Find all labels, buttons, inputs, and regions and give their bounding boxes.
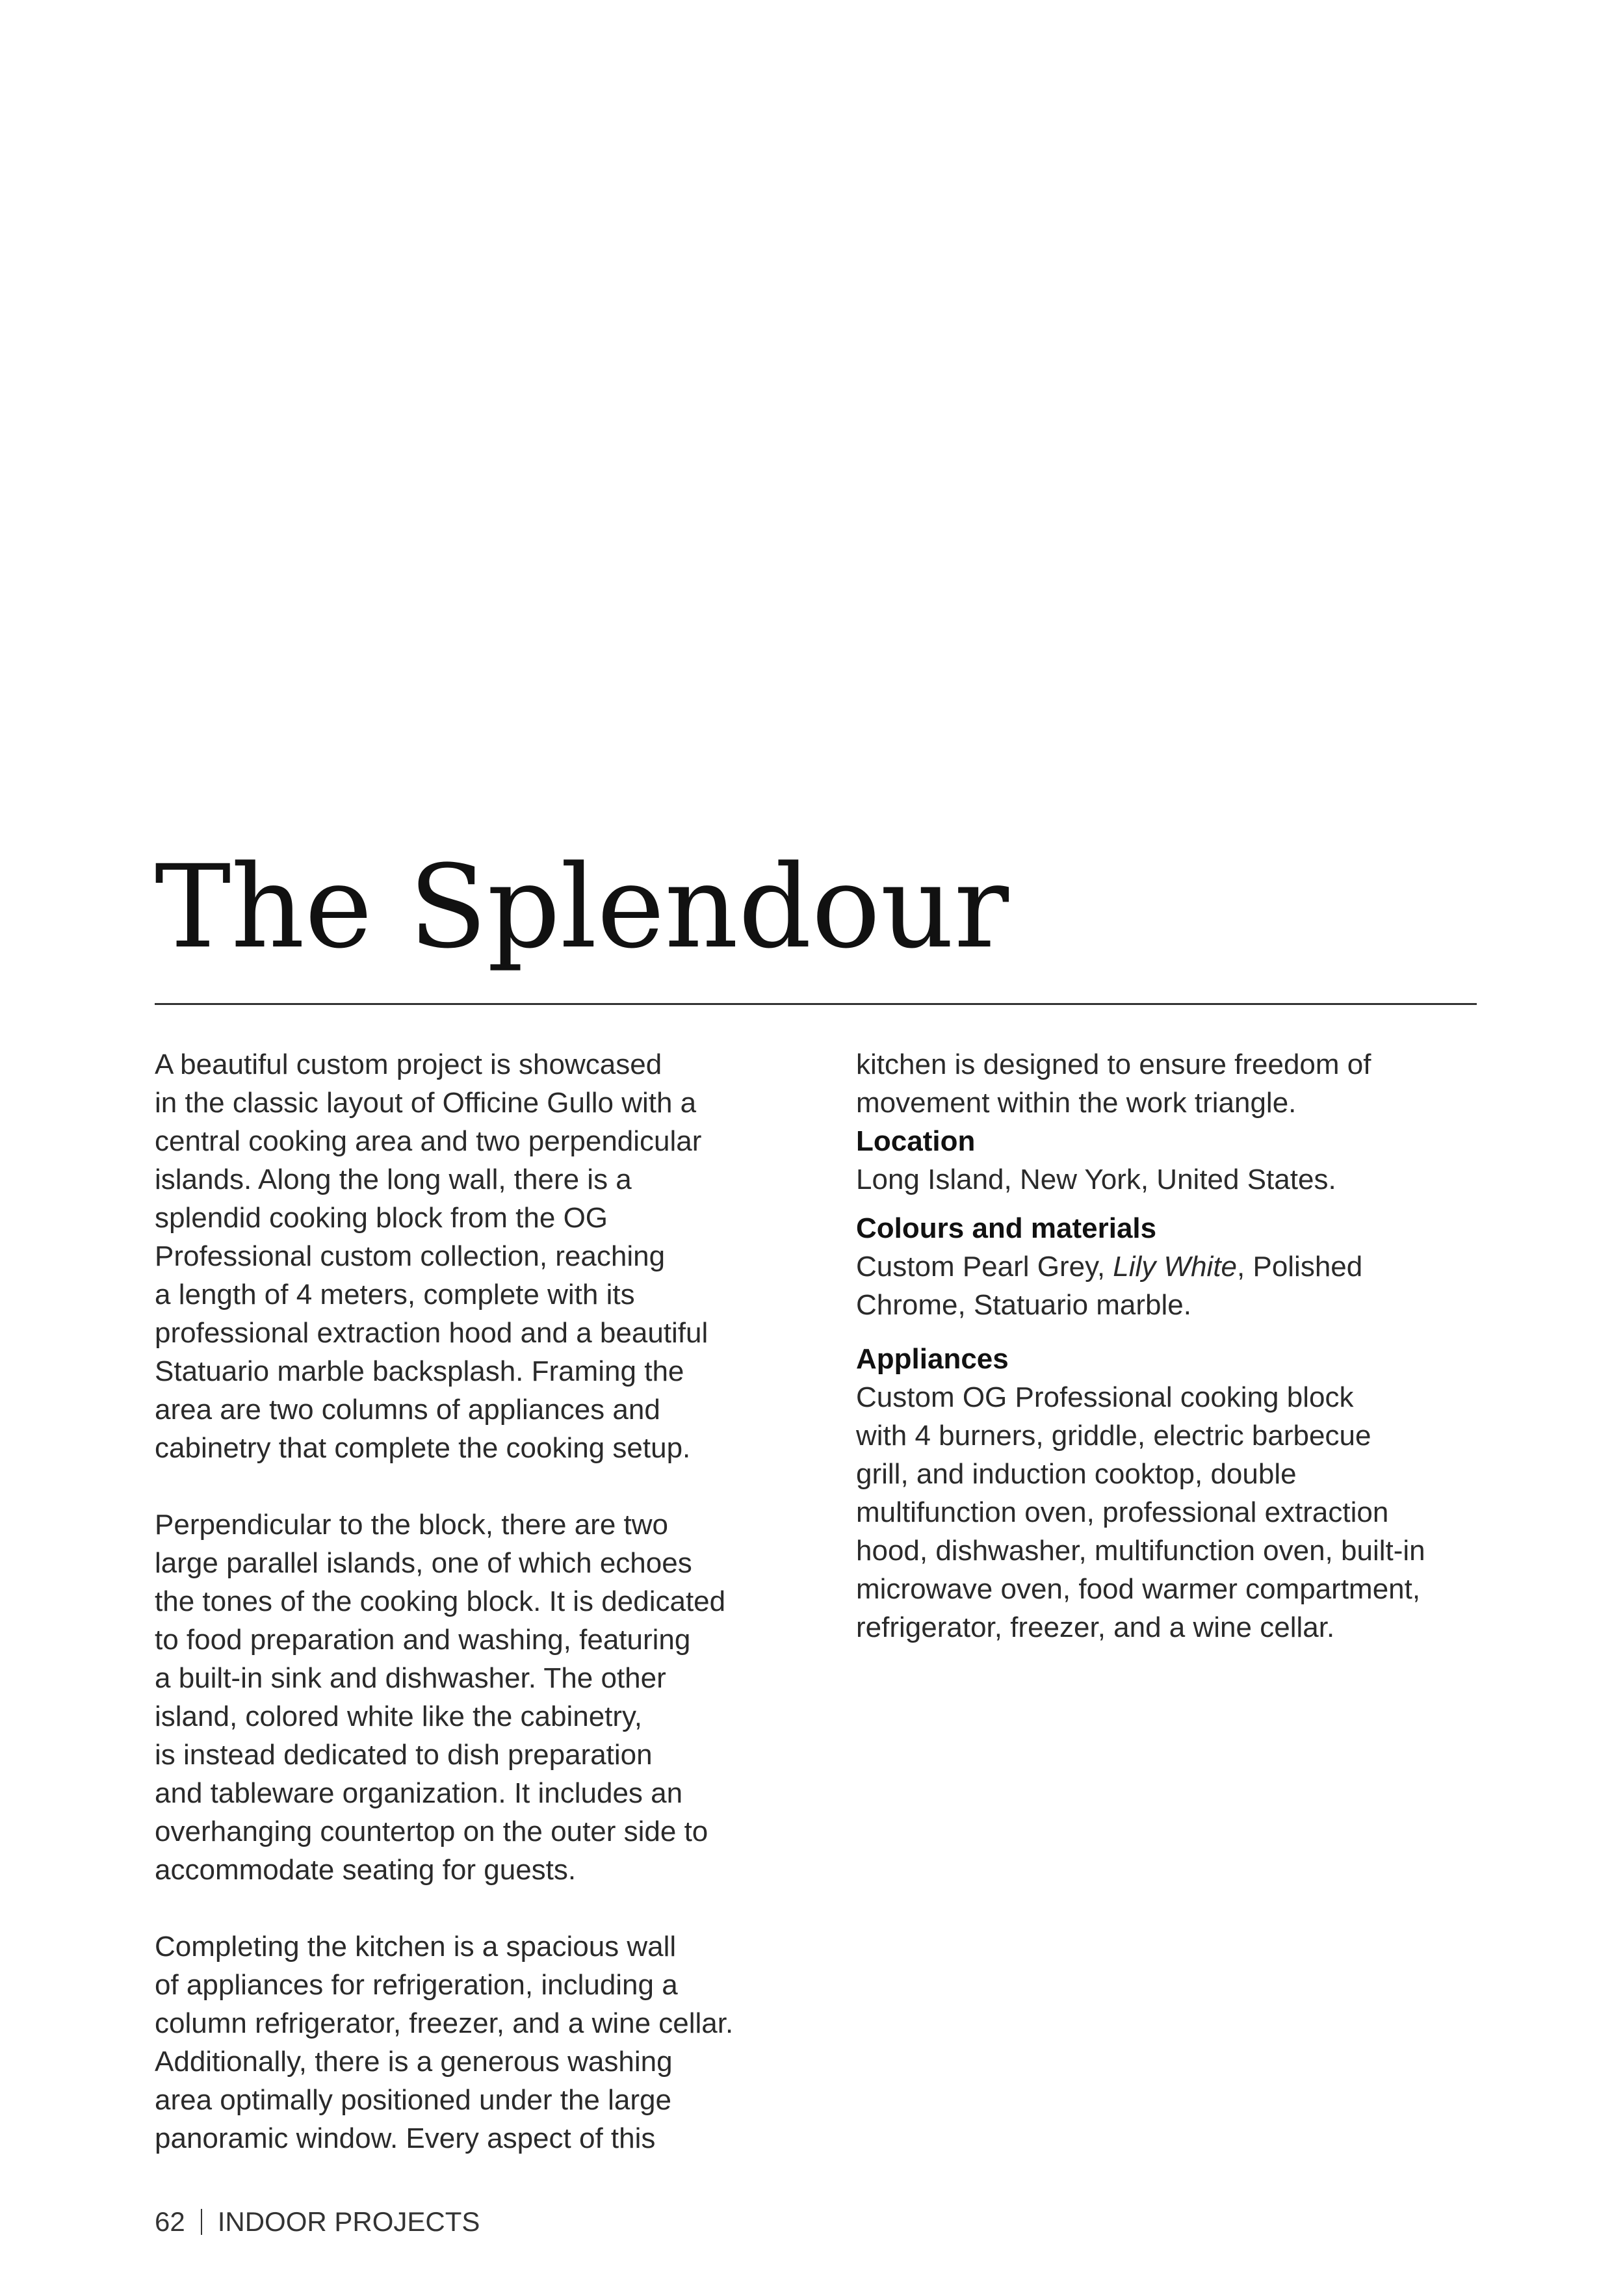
text-line: area are two columns of appliances and xyxy=(155,1394,660,1426)
text-line: Completing the kitchen is a spacious wall xyxy=(155,1931,677,1963)
title-divider xyxy=(155,1003,1477,1005)
text-line: movement within the work triangle. xyxy=(856,1087,1297,1119)
right-text-column xyxy=(856,1045,1506,1647)
appliances-section xyxy=(856,1340,1506,1647)
appliances-heading: Appliances xyxy=(856,1343,1009,1375)
text-line: large parallel islands, one of which echoes xyxy=(155,1547,692,1579)
text-line: Additionally, there is a generous washing xyxy=(155,2046,673,2078)
text-line: kitchen is designed to ensure freedom of xyxy=(856,1049,1371,1080)
text-line: refrigerator, freezer, and a wine cellar. xyxy=(856,1611,1335,1643)
colours-value-line-2: Chrome, Statuario marble. xyxy=(856,1289,1191,1321)
text-line: Professional custom collection, reaching xyxy=(155,1240,666,1272)
text-line: area optimally positioned under the large xyxy=(155,2084,671,2116)
text-line: panoramic window. Every aspect of this xyxy=(155,2122,656,2154)
text-line: overhanging countertop on the outer side to xyxy=(155,1816,708,1847)
page-footer xyxy=(155,2205,480,2239)
text-line: grill, and induction cooktop, double xyxy=(856,1458,1297,1490)
body-paragraph-3 xyxy=(155,1927,811,2158)
continued-paragraph xyxy=(856,1045,1506,1122)
text-line: and tableware organization. It includes an xyxy=(155,1777,683,1809)
colours-section xyxy=(856,1209,1506,1324)
text-line: Custom OG Professional cooking block xyxy=(856,1381,1354,1413)
text-line: splendid cooking block from the OG xyxy=(155,1202,608,1234)
location-section xyxy=(856,1122,1506,1199)
colours-heading: Colours and materials xyxy=(856,1212,1157,1244)
text-line: of appliances for refrigeration, including a xyxy=(155,1969,678,2001)
text-line: the tones of the cooking block. It is dedicated xyxy=(155,1585,726,1617)
text-line: island, colored white like the cabinetry, xyxy=(155,1701,643,1732)
text-line: accommodate seating for guests. xyxy=(155,1854,577,1886)
text-line: Statuario marble backsplash. Framing the xyxy=(155,1355,684,1387)
text-line: is instead dedicated to dish preparation xyxy=(155,1739,653,1771)
text-line: Perpendicular to the block, there are two xyxy=(155,1509,669,1541)
location-heading: Location xyxy=(856,1125,976,1157)
text-line: column refrigerator, freezer, and a wine cellar. xyxy=(155,2007,734,2039)
colours-text: Custom Pearl Grey, xyxy=(856,1251,1113,1283)
colours-text: , Polished xyxy=(1237,1251,1363,1283)
text-line: a length of 4 meters, complete with its xyxy=(155,1279,635,1311)
text-line: in the classic layout of Officine Gullo with a xyxy=(155,1087,697,1119)
text-line: central cooking area and two perpendicular xyxy=(155,1125,702,1157)
section-label: INDOOR PROJECTS xyxy=(217,2206,480,2237)
footer-separator xyxy=(201,2209,202,2235)
text-line: a built-in sink and dishwasher. The other xyxy=(155,1662,666,1694)
text-line: cabinetry that complete the cooking setup. xyxy=(155,1432,691,1464)
text-line: islands. Along the long wall, there is a xyxy=(155,1164,632,1195)
colours-italic-text: Lily White xyxy=(1113,1251,1238,1283)
left-text-column xyxy=(155,1045,811,2158)
body-paragraph-1 xyxy=(155,1045,811,1467)
text-line: to food preparation and washing, featuring xyxy=(155,1624,691,1656)
text-line: microwave oven, food warmer compartment, xyxy=(856,1573,1421,1605)
colours-value-line-1 xyxy=(856,1247,1506,1286)
body-paragraph-2 xyxy=(155,1506,811,1889)
location-value: Long Island, New York, United States. xyxy=(856,1164,1336,1195)
page-number: 62 xyxy=(155,2206,185,2237)
text-line: A beautiful custom project is showcased xyxy=(155,1049,662,1080)
text-line: with 4 burners, griddle, electric barbecue xyxy=(856,1420,1371,1452)
text-line: multifunction oven, professional extraction xyxy=(856,1496,1389,1528)
page-title: The Splendour xyxy=(155,841,1009,974)
text-line: professional extraction hood and a beautiful xyxy=(155,1317,708,1349)
text-line: hood, dishwasher, multifunction oven, built-in xyxy=(856,1535,1425,1567)
